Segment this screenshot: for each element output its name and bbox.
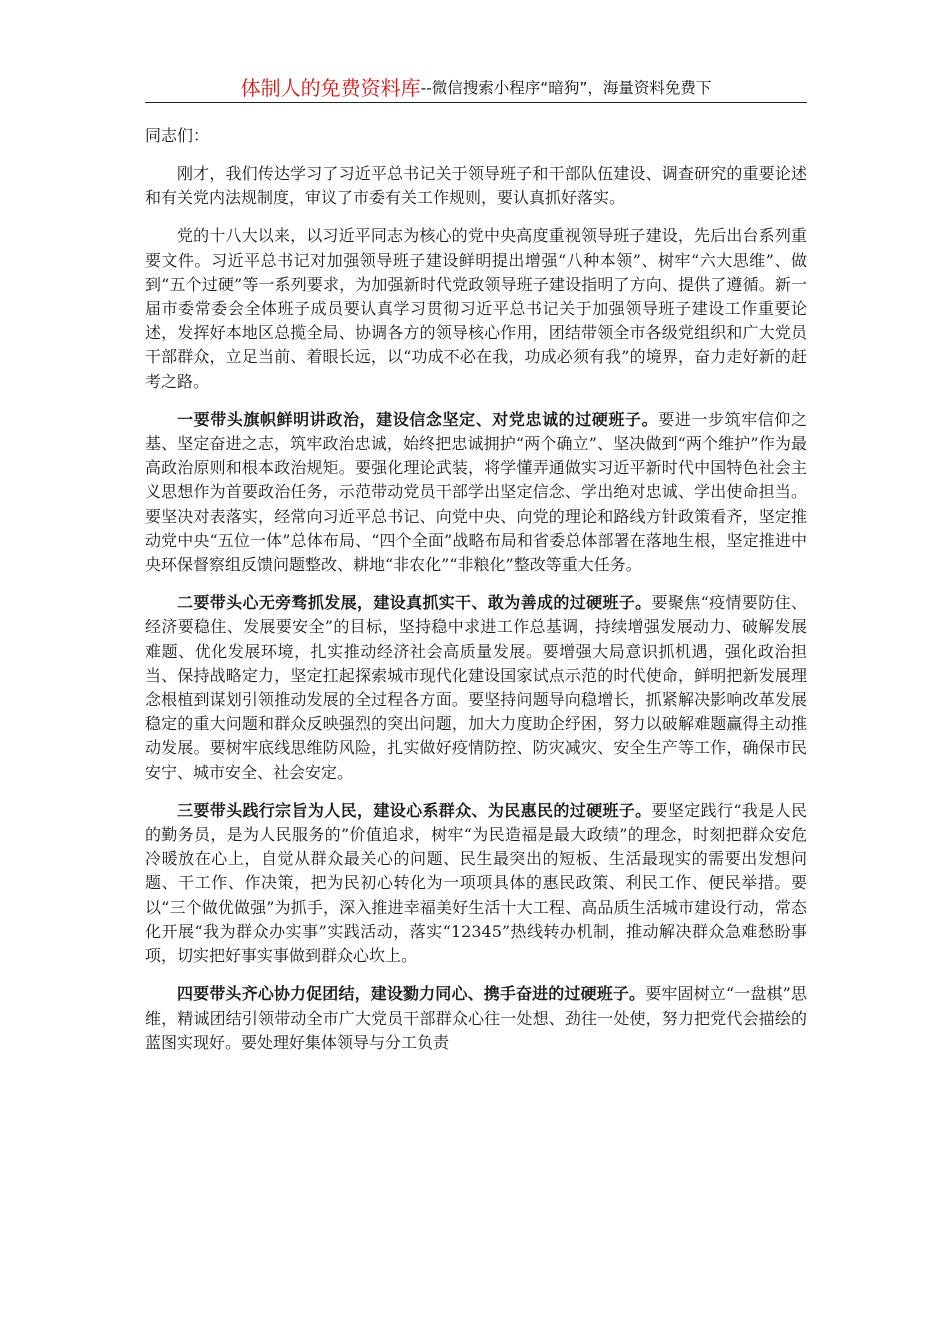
paragraph-text: 刚才，我们传达学习了习近平总书记关于领导班子和干部队伍建设、调查研究的重要论述和有关党内法规制度，审议了市委有关工作规则，要认真抓好落实。 bbox=[145, 164, 807, 208]
paragraph-point-1 bbox=[145, 408, 807, 577]
header-brand: 体制人的免费资料库 bbox=[240, 76, 421, 100]
paragraph-text: 要牢固树立“一盘棋”思维，精诚团结引领带动全市广大党员干部群众心往一处想、劲往一处使，努力把党代会描绘的蓝图实现好。要处理好集体领导与分工负责 bbox=[145, 984, 807, 1052]
paragraph-point-4 bbox=[145, 982, 807, 1055]
salutation: 同志们： bbox=[145, 126, 210, 145]
paragraph-background bbox=[145, 224, 807, 393]
paragraph-lead: 一要带头旗帜鲜明讲政治，建设信念坚定、对党忠诚的过硬班子。 bbox=[177, 409, 659, 429]
paragraph-intro bbox=[145, 162, 807, 210]
header-slogan: --微信搜索小程序“暗狗”，海量资料免费下 bbox=[420, 79, 712, 97]
page-header-banner bbox=[145, 72, 807, 103]
paragraph-text: 党的十八大以来，以习近平同志为核心的党中央高度重视领导班子建设，先后出台系列重要文件。习近平总书记对加强领导班子建设鲜明提出增强“八种本领”、树牢“六大思维”、做到“五个过硬”等一系列要求，为加强新时代党政领导班子建设指明了方向、提供了遵循。新一届市委常委会全体班子成员要认真学习贯彻习近平总书记关于加强领导班子建设工作重要论述，发挥好本地区总揽全局、协调各方的领导核心作用，团结带领全市各级党组织和广大党员干部群众，立足当前、着眼长远，以“功成不必在我，功成必须有我”的境界，奋力走好新的赶考之路。 bbox=[145, 226, 807, 391]
paragraph-text: 要坚定践行“我是人民的勤务员，是为人民服务的”价值追求，树牢“为民造福是最大政绩”的理念，时刻把群众安危冷暖放在心上，自觉从群众最关心的问题、民生最突出的短板、生活最现实的需要出发想问题、干工作、作决策，把为民初心转化为一项项具体的惠民政策、利民工作、便民举措。要以“三个做优做强”为抓手，深入推进幸福美好生活十大工程、高品质生活城市建设行动，常态化开展“我为群众办实事”实践活动，落实“12345”热线转办机制，推动解决群众急难愁盼事项，切实把好事实事做到群众心坎上。 bbox=[145, 800, 807, 966]
paragraph-text: 要聚焦“疫情要防住、经济要稳住、发展要安全”的目标，坚持稳中求进工作总基调，持续增强发展动力、破解发展难题、优化发展环境，扎实推动经济社会高质量发展。要增强大局意识抓机遇，强化政治担当、保持战略定力，坚定扛起探索城市现代化建设国家试点示范的时代使命，鲜明把新发展理念根植到谋划引领推动发展的全过程各方面。要坚持问题导向稳增长，抓紧解决影响改革发展稳定的重大问题和群众反映强烈的突出问题，加大力度助企纾困，努力以破解难题赢得主动推动发展。要树牢底线思维防风险，扎实做好疫情防控、防灾减灾、安全生产等工作，确保市民安宁、城市安全、社会安定。 bbox=[145, 593, 807, 782]
paragraph-text: 要进一步筑牢信仰之基、坚定奋进之志，筑牢政治忠诚，始终把忠诚拥护“两个确立”、坚决做到“两个维护”作为最高政治原则和根本政治规矩。要强化理论武装，将学懂弄通做实习近平新时代中国特色社会主义思想作为首要政治任务，示范带动党员干部学出坚定信念、学出绝对忠诚、学出使命担当。要坚决对表落实，经常向习近平总书记、向党中央、向党的理论和路线方针政策看齐，坚定推动党中央“五位一体”总体布局、“四个全面”战略布局和省委总体部署在落地生根，坚定推进中央环保督察组反馈问题整改、耕地“非农化”“非粮化”整改等重大任务。 bbox=[145, 409, 807, 575]
paragraph-lead: 四要带头齐心协力促团结，建设勠力同心、携手奋进的过硬班子。 bbox=[177, 984, 646, 1004]
paragraph-point-2 bbox=[145, 591, 807, 785]
document-body bbox=[145, 124, 807, 1069]
paragraph-point-3 bbox=[145, 799, 807, 968]
paragraph-lead: 三要带头践行宗旨为人民，建设心系群众、为民惠民的过硬班子。 bbox=[177, 800, 652, 820]
paragraph-lead: 二要带头心无旁骛抓发展，建设真抓实干、敢为善成的过硬班子。 bbox=[177, 593, 652, 613]
